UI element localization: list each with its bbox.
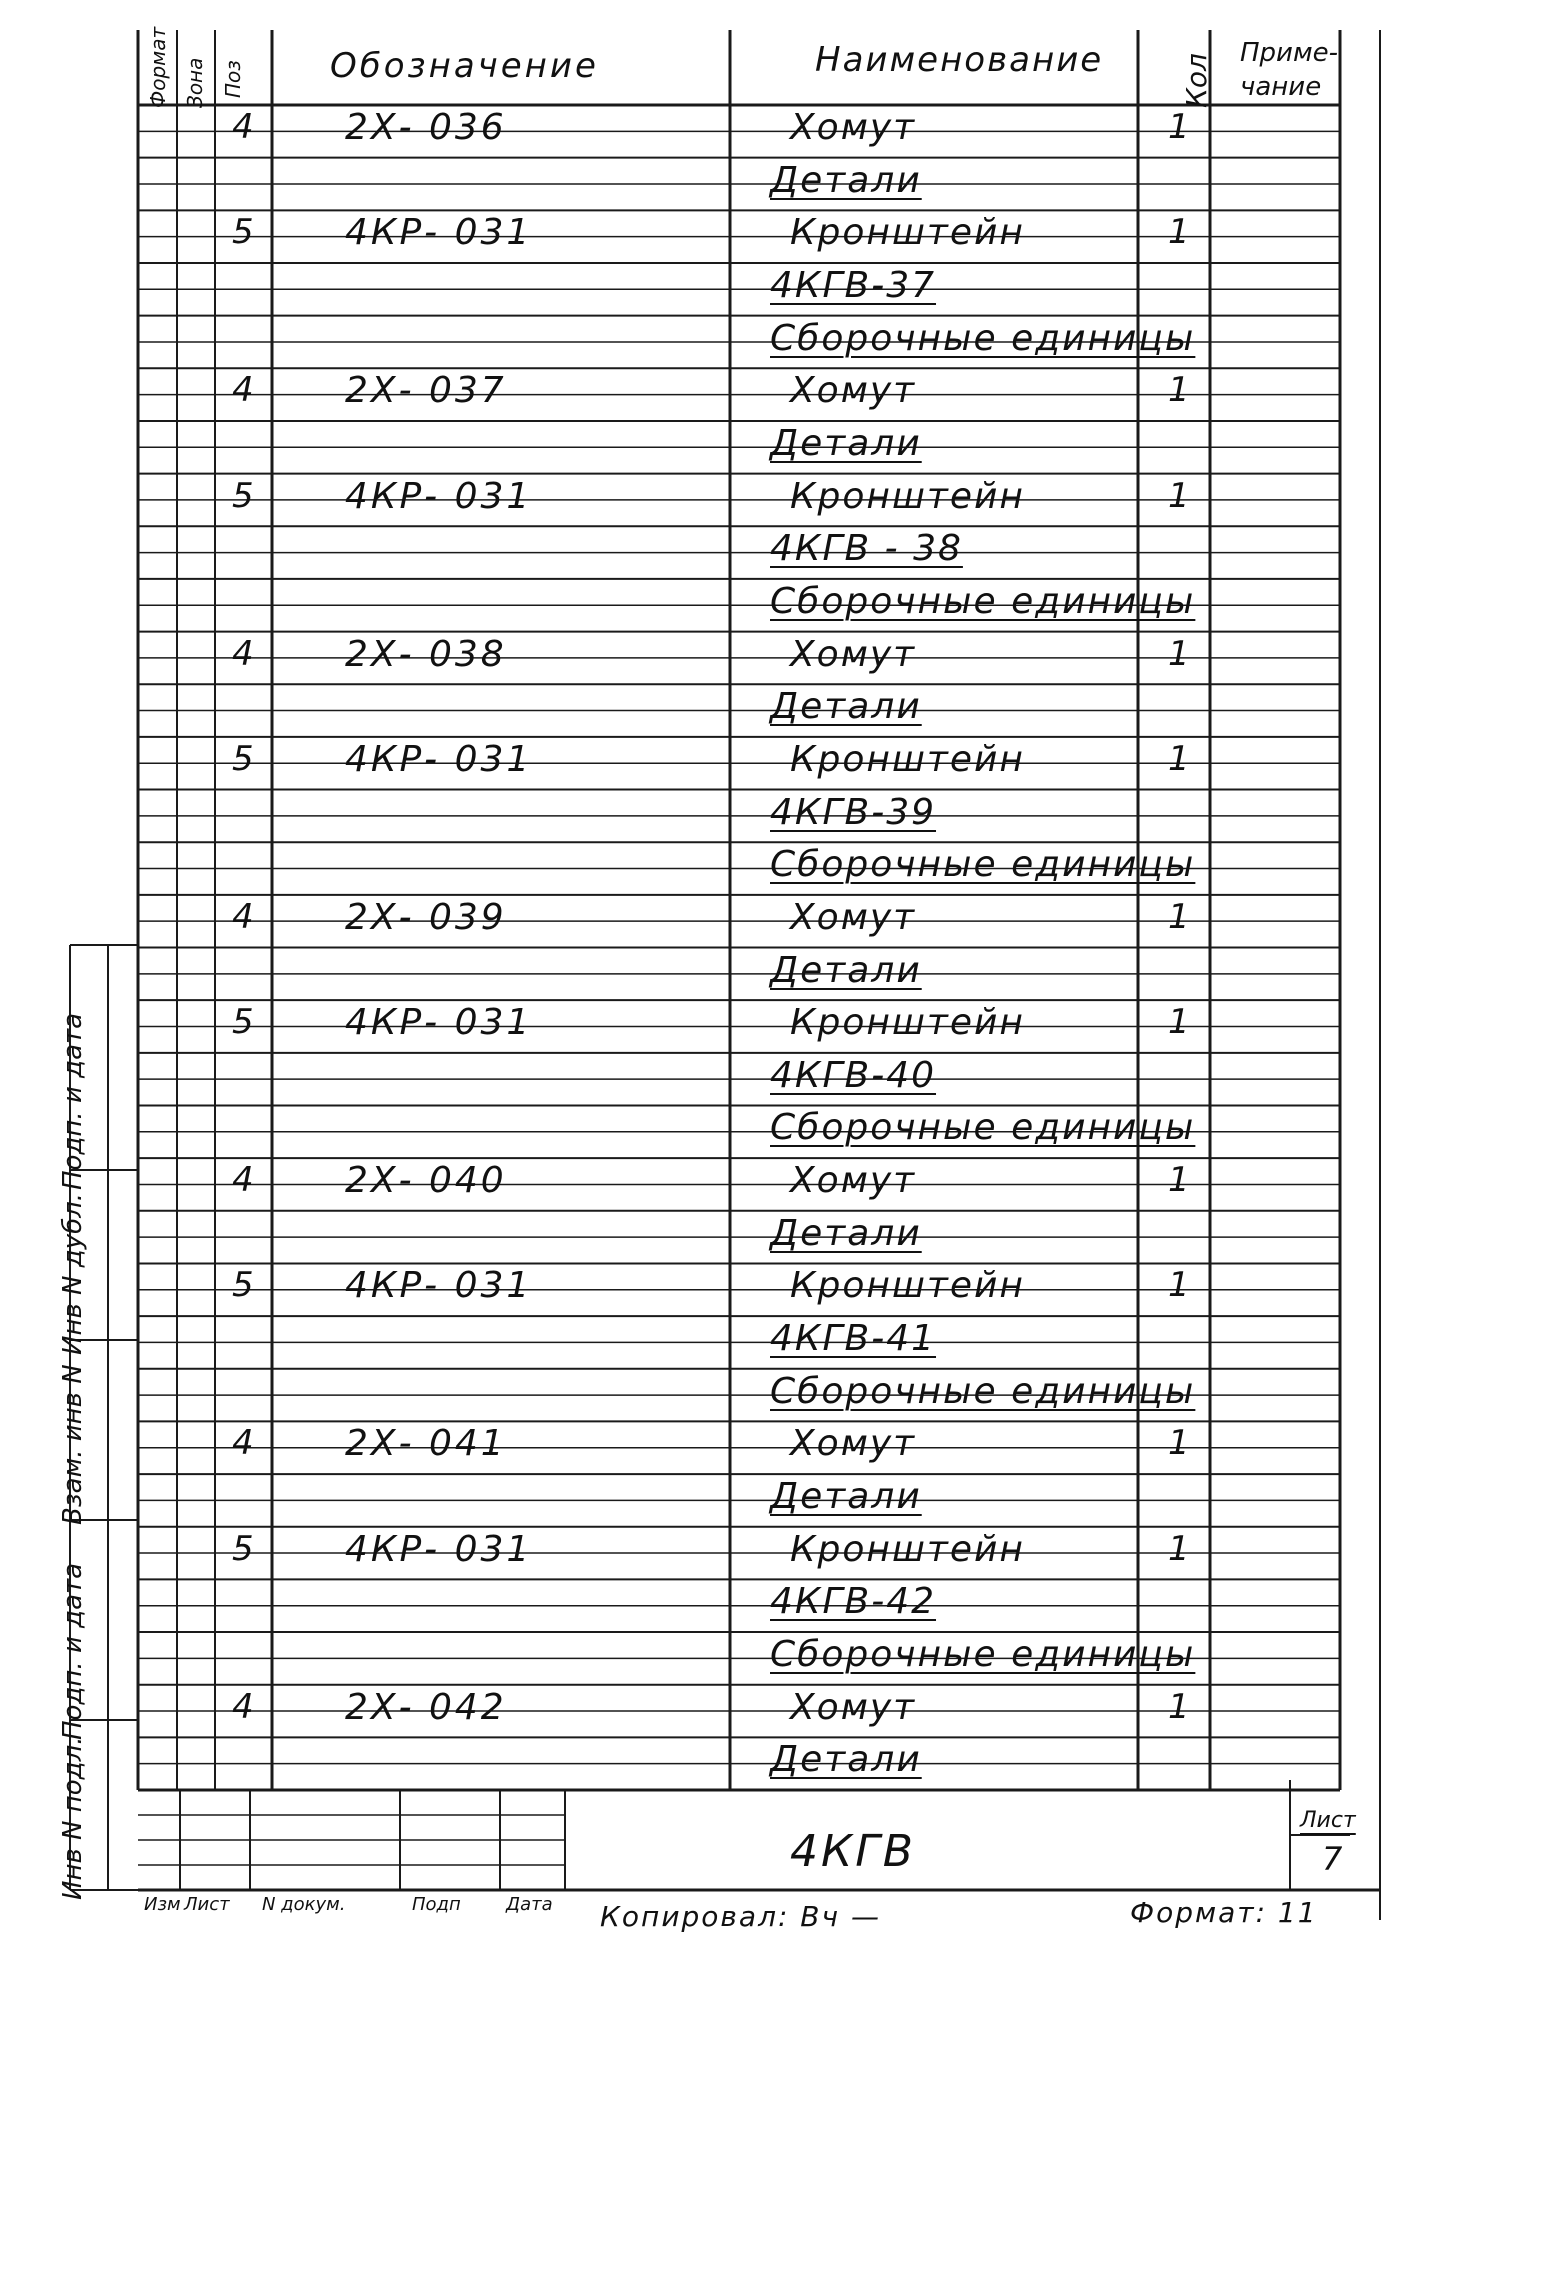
- row-name: Детали: [770, 422, 922, 464]
- row-name: 4КГВ-41: [770, 1318, 937, 1360]
- header-name: Наименование: [815, 40, 1104, 80]
- row-name: 4КГВ - 38: [770, 528, 963, 570]
- row-qty: 1: [1168, 1265, 1190, 1306]
- row-qty: 1: [1168, 1528, 1190, 1569]
- row-name: Кронштейн: [790, 212, 1025, 254]
- row-pos: 5: [232, 212, 254, 253]
- row-name: 4КГВ-42: [770, 1581, 937, 1623]
- row-name: 4КГВ-40: [770, 1054, 937, 1096]
- row-qty: 1: [1168, 633, 1190, 674]
- header-pos: Поз: [221, 60, 245, 98]
- row-designation: 4КР- 031: [345, 475, 533, 517]
- row-pos: 4: [232, 107, 254, 147]
- row-name: Сборочные единицы: [770, 1634, 1196, 1676]
- title-n-dokum: N докум.: [262, 1894, 346, 1915]
- row-name: Хомут: [790, 896, 917, 938]
- row-designation: 2Х- 041: [345, 1423, 507, 1465]
- format-label: Формат: 11: [1130, 1896, 1318, 1929]
- header-qty: Кол: [1180, 53, 1213, 108]
- row-name: Хомут: [790, 370, 917, 412]
- row-name: Сборочные единицы: [770, 580, 1196, 622]
- row-qty: 1: [1168, 1686, 1190, 1727]
- row-name: Кронштейн: [790, 1528, 1025, 1570]
- row-designation: 4КР- 031: [345, 738, 533, 780]
- row-designation: 4КР- 031: [345, 1265, 533, 1307]
- side-inv-dubl: Инв N дубл.: [58, 1192, 88, 1355]
- row-qty: 1: [1168, 1423, 1190, 1464]
- title-izm: Изм: [144, 1894, 181, 1915]
- row-pos: 4: [232, 1686, 254, 1727]
- row-pos: 5: [232, 1528, 254, 1569]
- row-qty: 1: [1168, 107, 1190, 147]
- side-podp-data-2: Подп. и дата: [58, 1012, 88, 1190]
- row-designation: 4КР- 031: [345, 1528, 533, 1570]
- row-name: Детали: [770, 949, 922, 991]
- row-pos: 4: [232, 896, 254, 937]
- title-list: Лист: [184, 1894, 230, 1915]
- row-qty: 1: [1168, 370, 1190, 411]
- row-designation: 4КР- 031: [345, 212, 533, 254]
- row-qty: 1: [1168, 1002, 1190, 1043]
- header-note: Приме- чание: [1240, 38, 1338, 102]
- row-qty: 1: [1168, 738, 1190, 779]
- header-format: Формат: [146, 26, 170, 108]
- row-pos: 5: [232, 475, 254, 516]
- row-designation: 2Х- 040: [345, 1160, 507, 1202]
- header-zone: Зона: [183, 57, 207, 108]
- row-pos: 5: [232, 738, 254, 779]
- row-name: Кронштейн: [790, 1002, 1025, 1044]
- row-name: Кронштейн: [790, 738, 1025, 780]
- row-pos: 5: [232, 1002, 254, 1043]
- row-pos: 4: [232, 633, 254, 674]
- row-pos: 4: [232, 1160, 254, 1201]
- row-pos: 5: [232, 1265, 254, 1306]
- row-designation: 2Х- 039: [345, 896, 507, 938]
- row-designation: 2Х- 038: [345, 633, 507, 675]
- row-name: Сборочные единицы: [770, 317, 1196, 359]
- row-name: 4КГВ-39: [770, 791, 937, 833]
- row-name: 4КГВ-37: [770, 264, 937, 306]
- sheet-number: 7: [1322, 1840, 1343, 1878]
- side-inv-podl: Инв N подл.: [58, 1736, 88, 1900]
- row-name: Сборочные единицы: [770, 1107, 1196, 1149]
- row-pos: 4: [232, 1423, 254, 1464]
- header-designation: Обозначение: [330, 46, 599, 86]
- sheet-label: Лист: [1300, 1808, 1356, 1833]
- document-designation: 4КГВ: [790, 1826, 916, 1877]
- row-name: Сборочные единицы: [770, 844, 1196, 886]
- row-name: Хомут: [790, 1423, 917, 1465]
- row-name: Хомут: [790, 1686, 917, 1728]
- row-qty: 1: [1168, 1160, 1190, 1201]
- row-name: Хомут: [790, 107, 917, 148]
- row-qty: 1: [1168, 475, 1190, 516]
- row-designation: 2Х- 042: [345, 1686, 507, 1728]
- row-name: Сборочные единицы: [770, 1370, 1196, 1412]
- row-name: Хомут: [790, 633, 917, 675]
- row-name: Детали: [770, 686, 922, 728]
- row-designation: 4КР- 031: [345, 1002, 533, 1044]
- side-podp-data-1: Подп. и дата: [58, 1562, 88, 1740]
- copied-by: Копировал: Вч —: [600, 1900, 881, 1933]
- row-name: Детали: [770, 1739, 922, 1781]
- row-designation: 2Х- 037: [345, 370, 507, 412]
- row-designation: 2Х- 036: [345, 107, 507, 148]
- side-vzam-inv: Взам. инв N: [58, 1364, 88, 1525]
- row-name: Хомут: [790, 1160, 917, 1202]
- row-pos: 4: [232, 370, 254, 411]
- row-name: Кронштейн: [790, 475, 1025, 517]
- title-data: Дата: [506, 1894, 553, 1915]
- row-name: Кронштейн: [790, 1265, 1025, 1307]
- row-name: Детали: [770, 1212, 922, 1254]
- row-qty: 1: [1168, 212, 1190, 253]
- row-qty: 1: [1168, 896, 1190, 937]
- row-name: Детали: [770, 159, 922, 201]
- title-podp: Подп: [412, 1894, 461, 1915]
- row-name: Детали: [770, 1476, 922, 1518]
